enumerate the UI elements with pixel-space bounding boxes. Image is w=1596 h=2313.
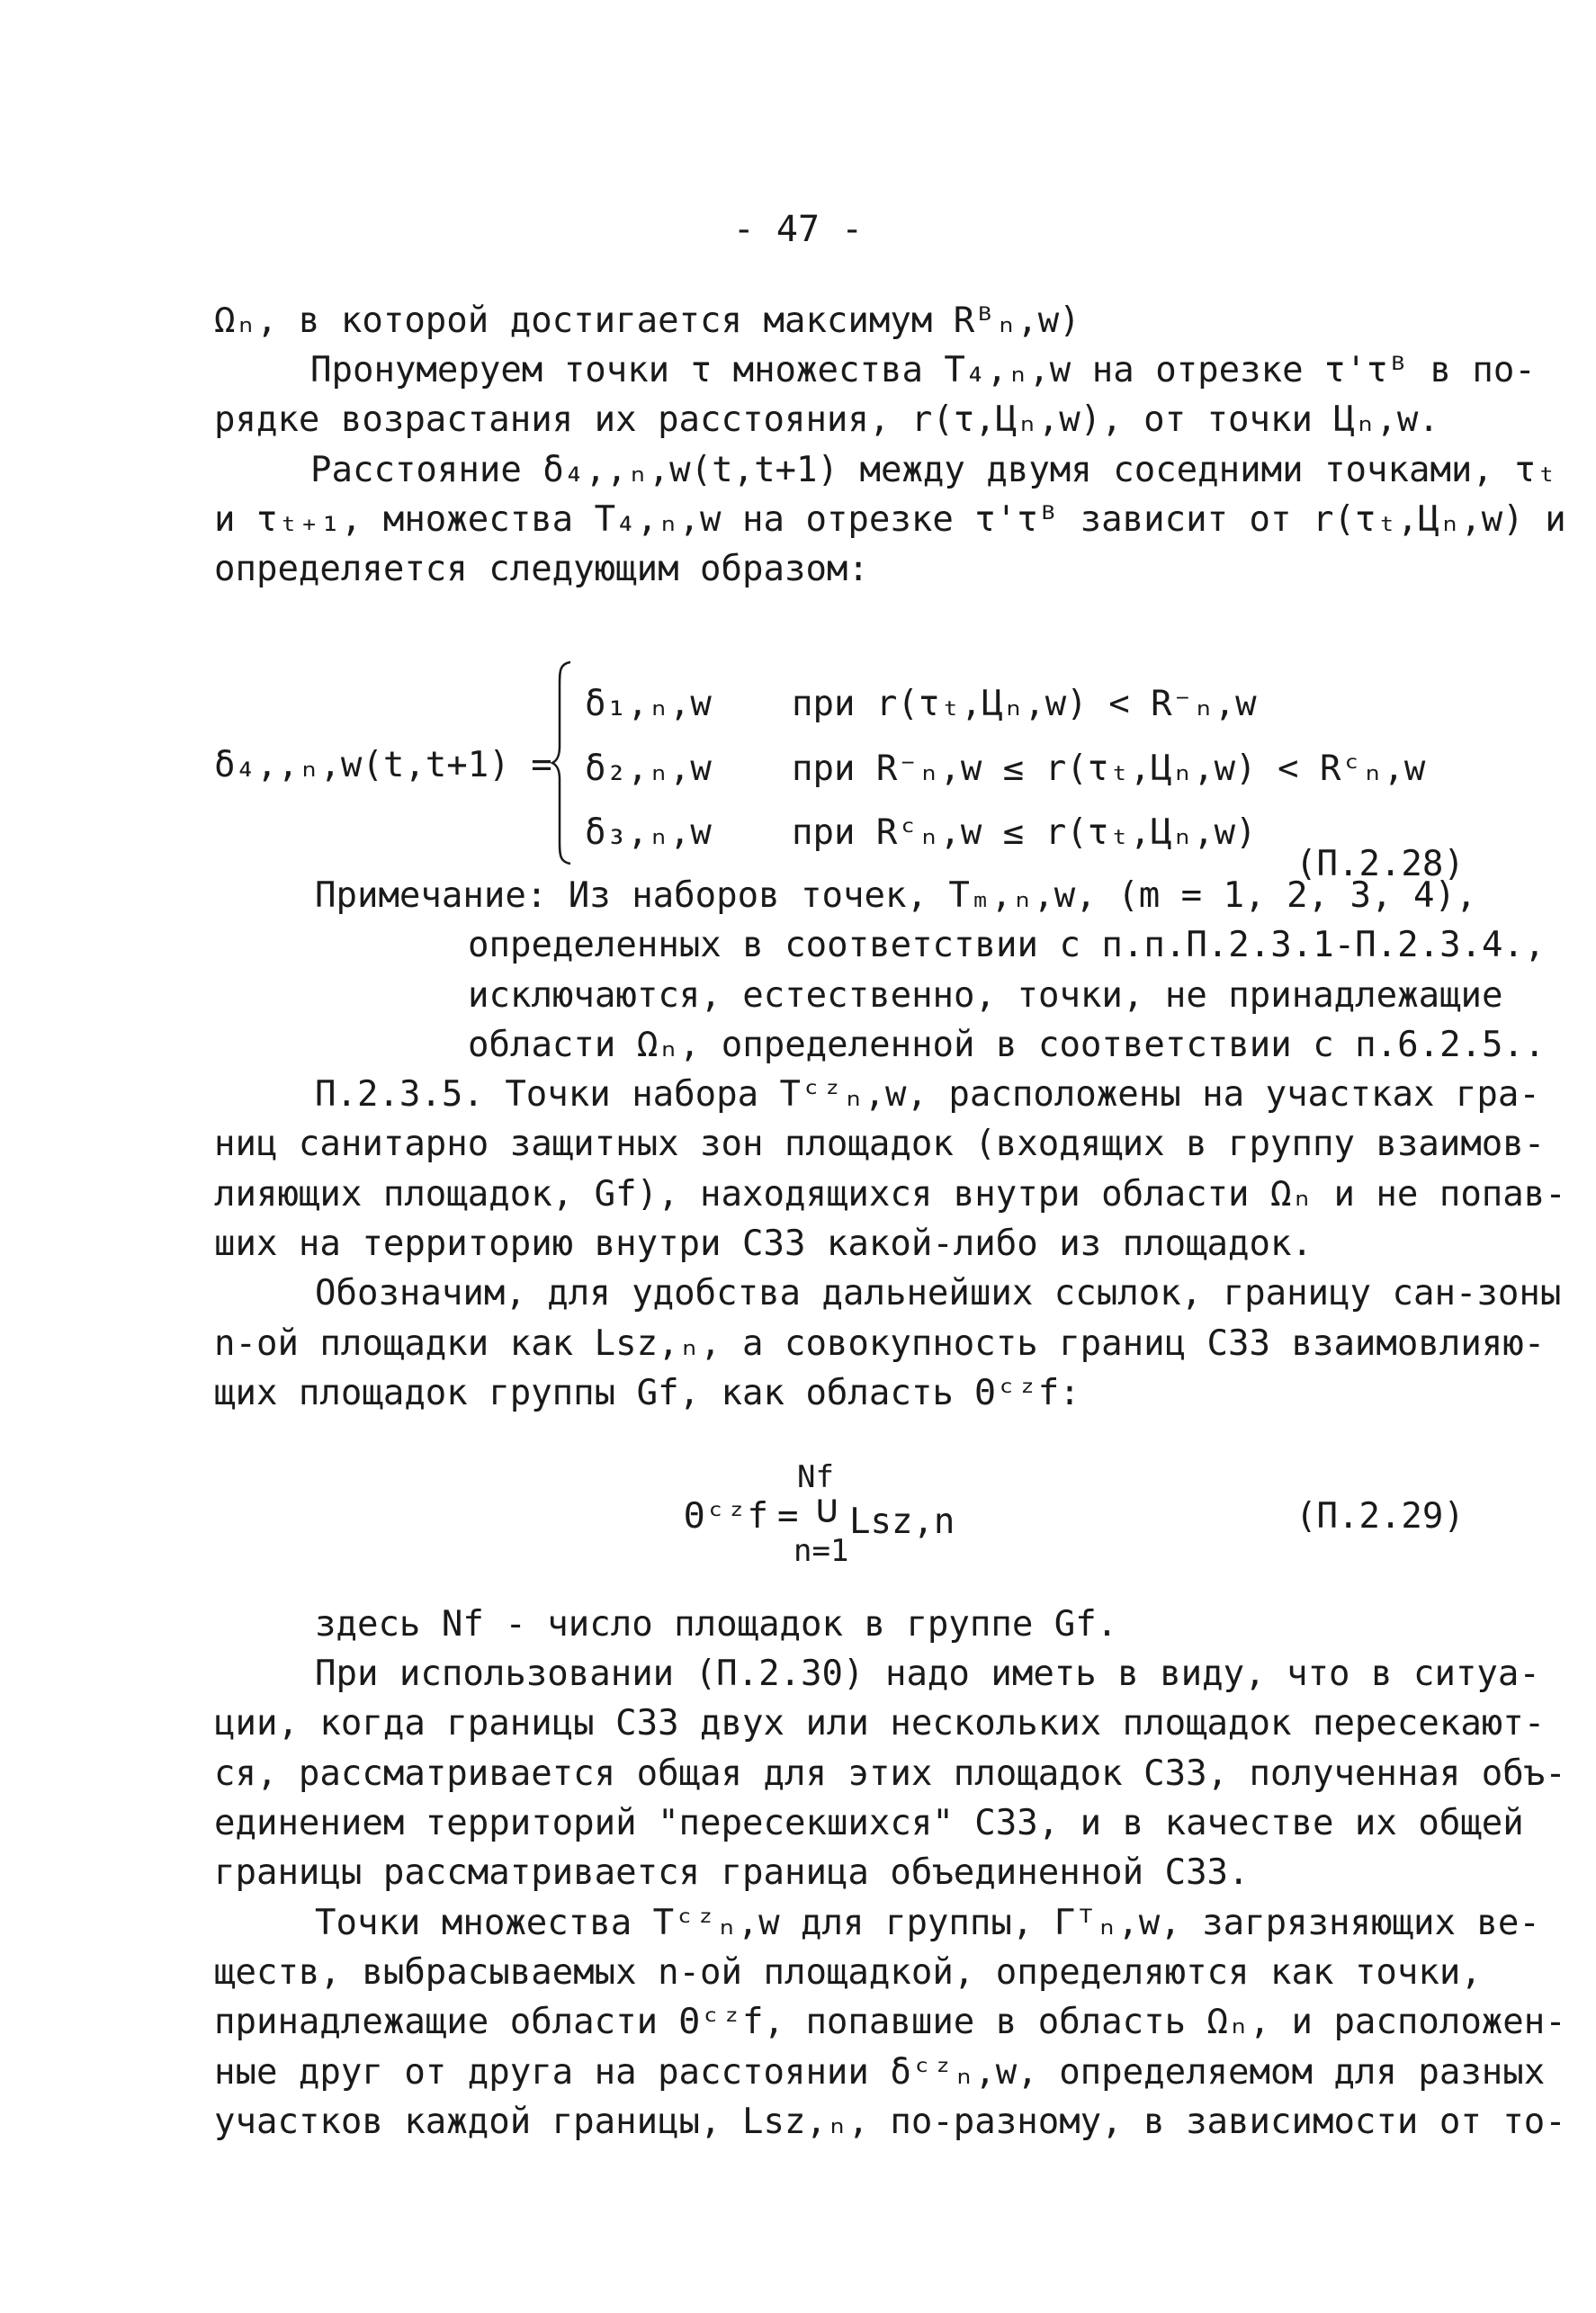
text-line: рядке возрастания их расстояния, r(τ,Цₙ,w), от точки Цₙ,w. xyxy=(214,399,1439,440)
text-line: Ωₙ, в которой достигается максимум Rᴮₙ,w) xyxy=(214,300,1080,341)
case-value: δ₃,ₙ,w xyxy=(585,812,712,853)
text-line: ших на территорию внутри СЗЗ какой-либо из площадок. xyxy=(214,1224,1313,1264)
text-line: ниц санитарно защитных зон площадок (входящих в группу взаимов- xyxy=(214,1124,1546,1164)
formula-number: (П.2.29) xyxy=(1296,1496,1465,1537)
formula-rhs: Lsz,n xyxy=(849,1502,955,1542)
text-line: ные друг от друга на расстоянии δᶜᶻₙ,w, определяемом для разных xyxy=(214,2052,1546,2093)
text-line: Обозначим, для удобства дальнейших ссылок, границу сан-зоны xyxy=(315,1273,1562,1313)
text-line: единением территорий "пересекшихся" СЗЗ, и в качестве их общей xyxy=(214,1803,1524,1843)
text-line: участков каждой границы, Lsz,ₙ, по-разному, в зависимости от то- xyxy=(214,2102,1566,2142)
case-value: δ₂,ₙ,w xyxy=(585,749,712,789)
formula-equals: = xyxy=(777,1496,799,1537)
note-line: области Ωₙ, определенной в соответствии с п.6.2.5.. xyxy=(468,1025,1546,1065)
text-line: определяется следующим образом: xyxy=(214,549,869,589)
formula-number: (П.2.28) xyxy=(1296,844,1465,884)
union-upper-limit: Nf xyxy=(797,1459,834,1495)
note-line: определенных в соответствии с п.п.П.2.3.1-П.2.3.4., xyxy=(468,925,1546,965)
text-line: П.2.3.5. Точки набора Tᶜᶻₙ,w, расположены на участках гра- xyxy=(315,1074,1540,1115)
formula-lhs: Θᶜᶻf xyxy=(684,1496,768,1537)
case-value: δ₁,ₙ,w xyxy=(585,684,712,724)
case-condition: при Rᶜₙ,w ≤ r(τₜ,Цₙ,w) xyxy=(792,812,1257,853)
text-line: n-ой площадки как Lsz,ₙ, а совокупность границ СЗЗ взаимовлияю- xyxy=(214,1323,1546,1364)
text-line: границы рассматривается граница объединенной СЗЗ. xyxy=(214,1852,1250,1893)
case-condition: при r(τₜ,Цₙ,w) < R⁻ₙ,w xyxy=(792,684,1257,724)
text-line: При использовании (П.2.30) надо иметь в виду, что в ситуа- xyxy=(315,1654,1540,1694)
text-line: принадлежащие области Θᶜᶻf, попавшие в область Ωₙ, и расположен- xyxy=(214,2002,1566,2042)
text-line: Расстояние δ₄,,ₙ,w(t,t+1) между двумя соседними точками, τₜ xyxy=(310,450,1557,490)
case-condition: при R⁻ₙ,w ≤ r(τₜ,Цₙ,w) < Rᶜₙ,w xyxy=(792,749,1426,789)
page-number: - 47 - xyxy=(732,209,864,250)
union-icon: ∪ xyxy=(815,1486,839,1532)
text-line: ции, когда границы СЗЗ двух или нескольких площадок пересекают- xyxy=(214,1703,1546,1744)
formula-lhs: δ₄,,ₙ,w(t,t+1) = xyxy=(214,745,552,785)
text-line: лияющих площадок, Gf), находящихся внутри области Ωₙ и не попав- xyxy=(214,1174,1566,1215)
text-line: Точки множества Tᶜᶻₙ,w для группы, Гᵀₙ,w, загрязняющих ве- xyxy=(315,1903,1540,1943)
text-line: щих площадок группы Gf, как область Θᶜᶻf: xyxy=(214,1373,1080,1413)
text-line: Пронумеруем точки τ множества T₄,ₙ,w на отрезке τ'τᴮ в по- xyxy=(310,350,1536,390)
union-lower-limit: n=1 xyxy=(794,1533,849,1569)
text-line: здесь Nf - число площадок в группе Gf. xyxy=(315,1604,1118,1645)
note-line: Примечание: Из наборов точек, Tₘ,ₙ,w, (m = 1, 2, 3, 4), xyxy=(315,875,1477,916)
note-line: исключаются, естественно, точки, не принадлежащие xyxy=(468,975,1503,1016)
text-line: ся, рассматривается общая для этих площадок СЗЗ, полученная объ- xyxy=(214,1753,1566,1794)
left-brace-icon xyxy=(551,659,574,867)
text-line: и τₜ₊₁, множества T₄,ₙ,w на отрезке τ'τᴮ зависит от r(τₜ,Цₙ,w) и xyxy=(214,499,1566,540)
text-line: ществ, выбрасываемых n-ой площадкой, определяются как точки, xyxy=(214,1952,1482,1993)
